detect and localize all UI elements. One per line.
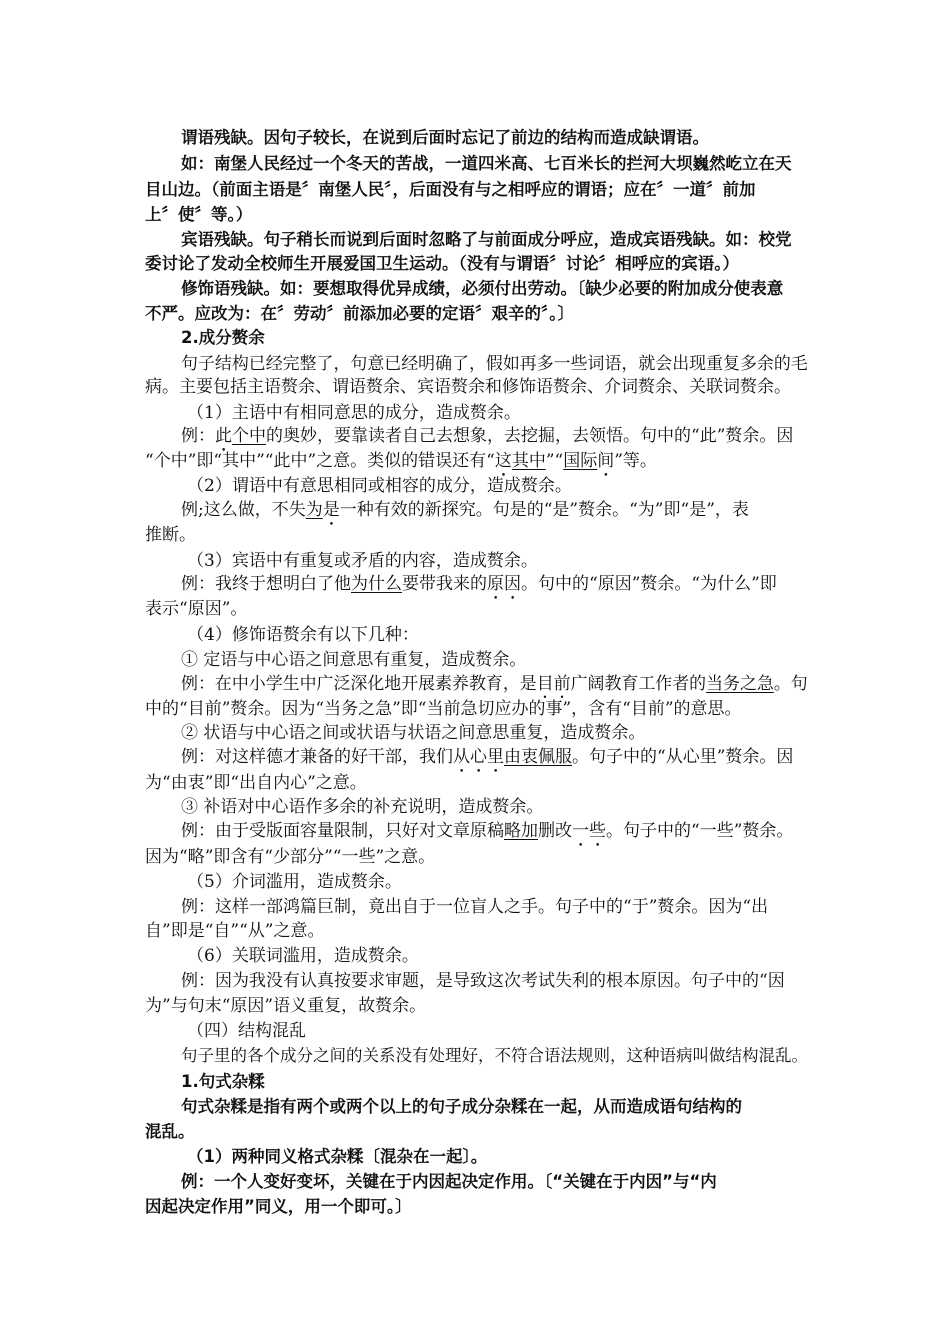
text-line: 修饰语残缺。如：要想取得优异成绩，必须付出劳动。〔缺少必要的附加成分使表意: [181, 279, 784, 298]
section-heading: 1.句式杂糅: [181, 1072, 265, 1091]
text-line: 为”与句末“原因”语义重复，故赘余。: [145, 996, 427, 1016]
underlined-text: 国际: [563, 451, 598, 471]
text-line: 例：这样一部鸿篇巨制，竟出自于一位盲人之手。句子中的“于”赘余。因为“出: [181, 897, 769, 917]
underlined-text: 为: [305, 500, 323, 520]
text-line: 中的“目前”赘余。因为“当务之急”即“当前急切应办的事”，含有“目前”的意思。: [145, 699, 742, 719]
text-line: 推断。: [145, 525, 196, 545]
text-line: 上〞使〞等。）: [145, 205, 253, 224]
text-line: 目山边。（前面主语是〞南堡人民〞，后面没有与之相呼应的谓语；应在〞一道〞前加: [145, 180, 756, 199]
text-line: 例：因为我没有认真按要求审题，是导致这次考试失利的根本原因。句子中的“因: [181, 971, 785, 991]
text-line: （1）两种同义格式杂糅〔混杂在一起〕。: [187, 1147, 488, 1166]
text-line: 例：由于受版面容量限制，只好对文章原稿略加删改一些。句子中的“一些”赘余。: [181, 821, 794, 841]
text-line: 表示“原因”。: [145, 599, 248, 619]
text-line: 为“由衷”即“出自内心”之意。: [145, 773, 367, 793]
text-line: 例：此个中的奥妙，要靠读者自己去想象，去挖掘，去领悟。句中的“此”赘余。因: [181, 426, 794, 446]
emphasized-text: 从心里: [453, 747, 504, 767]
underlined-text: 略加: [504, 821, 538, 841]
emphasized-text: 原因: [487, 574, 521, 594]
underlined-text: 个中: [232, 426, 266, 446]
text-line: 混乱。: [145, 1122, 195, 1141]
text-line: 委讨论了发动全校师生开展爱国卫生运动。（没有与谓语〞讨论〞相呼应的宾语。）: [145, 254, 739, 273]
text-line: 例：我终于想明白了他为什么要带我来的原因。句中的“原因”赘余。“为什么”即: [181, 574, 777, 594]
text-line: ③ 补语对中心语作多余的补充说明，造成赘余。: [181, 797, 544, 817]
text-line: 如：南堡人民经过一个冬天的苦战，一道四米高、七百米长的拦河大坝巍然屹立在天: [181, 154, 792, 173]
text-line: 谓语残缺。因句子较长，在说到后面时忘记了前边的结构而造成缺谓语。: [181, 128, 709, 147]
emphasized-text: 这: [494, 451, 512, 471]
emphasized-text: 间: [597, 451, 615, 471]
text-line: 例：在中小学生中广泛深化地开展素养教育，是目前广阔教育工作者的当务之急。句: [181, 673, 808, 693]
text-line: 病。主要包括主语赘余、谓语赘余、宾语赘余和修饰语赘余、介词赘余、关联词赘余。: [145, 377, 791, 397]
text-line: （5）介词滥用，造成赘余。: [187, 872, 402, 892]
text-line: 不严。应改为：在〞劳动〞前添加必要的定语〞艰辛的〞。〕: [145, 304, 574, 323]
text-line: “个中”即“其中”“此中”之意。类似的错误还有“这其中”“国际间”等。: [145, 451, 657, 471]
text-line: 因起决定作用”同义，用一个即可。〕: [145, 1197, 412, 1216]
underlined-text: 由衷佩服: [504, 747, 572, 767]
emphasized-text: 是: [322, 500, 340, 520]
emphasized-text: 目前: [536, 673, 571, 693]
section-heading: （四）结构混乱: [187, 1021, 306, 1041]
text-line: （6）关联词滥用，造成赘余。: [187, 946, 419, 966]
text-line: 宾语残缺。句子稍长而说到后面时忽略了与前面成分呼应，造成宾语残缺。如：校党: [181, 230, 792, 249]
text-line: 例：对这样德才兼备的好干部，我们从心里由衷佩服。句子中的“从心里”赘余。因: [181, 747, 794, 767]
emphasized-text: 此: [215, 426, 232, 446]
text-line: 句子里的各个成分之间的关系没有处理好，不符合语法规则，这种语病叫做结构混乱。: [181, 1046, 808, 1065]
text-line: （1）主语中有相同意思的成分，造成赘余。: [187, 403, 521, 423]
text-line: 自”即是“自”“从”之意。: [145, 921, 325, 941]
text-line: 因为“略”即含有“少部分”“一些”之意。: [145, 847, 436, 867]
underlined-text: 其中: [511, 451, 546, 471]
text-line: 例：一个人变好变坏，关键在于内因起决定作用。〔“关键在于内因”与“内: [181, 1172, 717, 1191]
underlined-text: 为什么: [351, 574, 402, 594]
text-line: 句子结构已经完整了，句意已经明确了，假如再多一些词语，就会出现重复多余的毛: [181, 353, 808, 373]
text-line: 例;这么做，不失为是一种有效的新探究。句是的“是”赘余。“为”即“是”，表: [181, 500, 749, 520]
text-line: 句式杂糅是指有两个或两个以上的句子成分杂糅在一起，从而造成语句结构的: [181, 1097, 742, 1116]
section-heading: 2.成分赘余: [181, 328, 265, 347]
text-line: （3）宾语中有重复或矛盾的内容，造成赘余。: [187, 551, 538, 571]
underlined-text: 当务之急: [706, 673, 774, 693]
text-line: （4）修饰语赘余有以下几种：: [187, 625, 419, 645]
text-line: （2）谓语中有意思相同或相容的成分，造成赘余。: [187, 476, 572, 496]
text-line: ② 状语与中心语之间或状语与状语之间意思重复，造成赘余。: [181, 723, 646, 743]
text-line: ① 定语与中心语之间意思有重复，造成赘余。: [181, 650, 527, 670]
emphasized-text: 一些: [572, 821, 606, 841]
